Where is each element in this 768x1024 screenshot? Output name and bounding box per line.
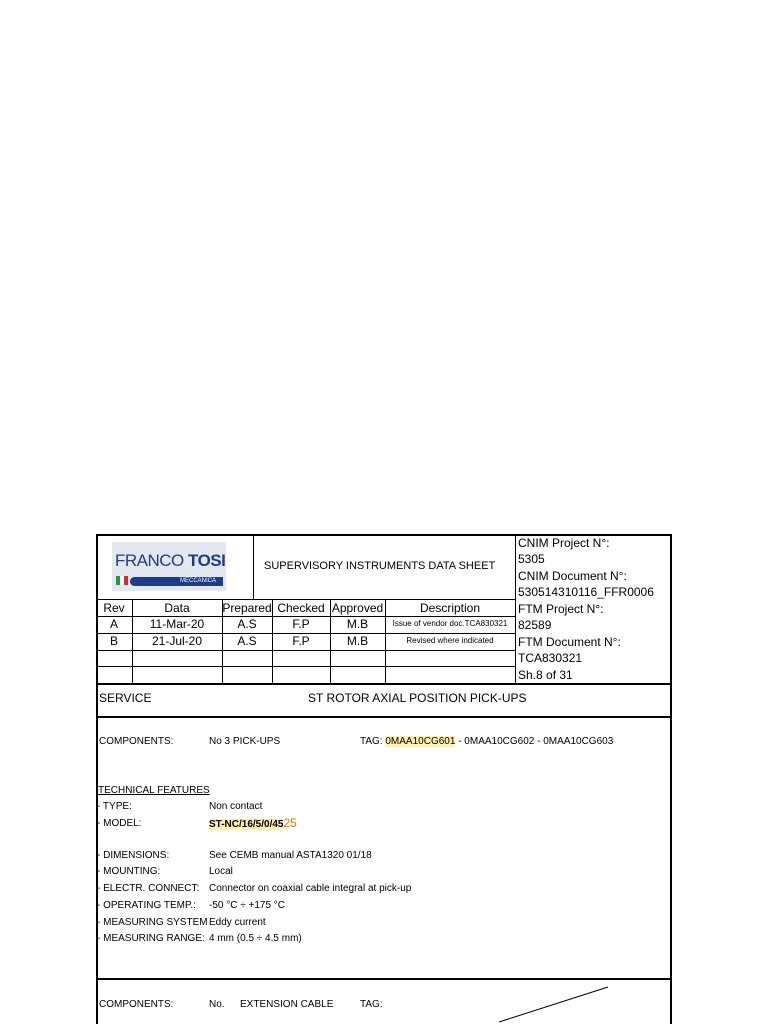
ftm-document-value: TCA830321 — [518, 651, 583, 665]
prepared-header: Prepared — [222, 601, 272, 615]
rev-b: B — [109, 634, 118, 648]
electr-connect-label: - ELECTR. CONNECT: — [97, 883, 200, 894]
measuring-range-label: - MEASURING RANGE: — [97, 933, 205, 944]
components2-name: EXTENSION CABLE — [240, 999, 334, 1010]
model-label: - MODEL: — [97, 818, 142, 829]
rev-b-checked: F.P — [292, 634, 310, 648]
dimensions-label: - DIMENSIONS: — [97, 850, 170, 861]
components2-tag-label: TAG: — [360, 999, 383, 1010]
electr-connect-value: Connector on coaxial cable integral at pick-up — [209, 883, 412, 894]
components-label: COMPONENTS: — [99, 736, 174, 747]
rev-a-checked: F.P — [292, 617, 310, 631]
sheet-number: Sh.8 of 31 — [518, 668, 573, 682]
mounting-value: Local — [209, 866, 233, 877]
cnim-project-label: CNIM Project N°: — [518, 536, 610, 550]
operating-temp-label: - OPERATING TEMP.: — [97, 900, 196, 911]
rev-b-date: 21-Jul-20 — [151, 634, 203, 648]
tag-label: TAG: — [360, 736, 383, 747]
rev-a-description: Issue of vendor doc.TCA830321 — [392, 619, 508, 628]
rev-b-description: Revised where indicated — [406, 636, 494, 645]
rev-header: Rev — [103, 601, 125, 615]
rev-b-prepared: A.S — [237, 634, 257, 648]
ftm-project-label: FTM Project N°: — [518, 602, 604, 616]
rev-a-approved: M.B — [346, 617, 369, 631]
description-header: Description — [419, 601, 481, 615]
dimensions-value: See CEMB manual ASTA1320 01/18 — [209, 850, 372, 861]
logo-subtext: MECCANICA — [180, 578, 217, 584]
rev-a-date: 11-Mar-20 — [149, 617, 205, 631]
date-header: Data — [164, 601, 190, 615]
ftm-document-label: FTM Document N°: — [518, 635, 621, 649]
company-logo — [112, 542, 226, 591]
components2-no: No. — [209, 999, 225, 1010]
model-code: ST-NC/16/5/0/45 — [209, 819, 284, 830]
tag-others: - 0MAA10CG602 - 0MAA10CG603 — [455, 736, 614, 747]
service-value: ST ROTOR AXIAL POSITION PICK-UPS — [308, 691, 527, 705]
components2-label: COMPONENTS: — [99, 999, 174, 1010]
logo-text-bold: TOSI — [188, 551, 226, 570]
components-tags — [360, 737, 613, 747]
model-revision: 25 — [283, 816, 297, 830]
approved-header: Approved — [331, 601, 384, 615]
service-label: SERVICE — [99, 691, 152, 705]
type-value: Non contact — [209, 801, 263, 812]
rev-b-approved: M.B — [346, 634, 369, 648]
technical-features-heading: TECHNICAL FEATURES — [98, 785, 210, 796]
logo-text: FRANCO — [115, 551, 188, 570]
rev-a: A — [109, 617, 118, 631]
checked-header: Checked — [277, 601, 325, 615]
measuring-system-value: Eddy current — [209, 917, 266, 928]
ftm-project-value: 82589 — [518, 618, 552, 632]
document-title: SUPERVISORY INSTRUMENTS DATA SHEET — [264, 560, 496, 572]
rev-a-prepared: A.S — [237, 617, 257, 631]
measuring-system-label: - MEASURING SYSTEM — [97, 918, 208, 928]
data-sheet — [96, 534, 672, 1024]
components-count: No 3 PICK-UPS — [209, 736, 281, 747]
strike-line — [496, 984, 616, 1024]
mounting-label: - MOUNTING: — [97, 866, 161, 877]
operating-temp-value: -50 °C ÷ +175 °C — [209, 900, 286, 911]
measuring-range-value: 4 mm (0.5 ÷ 4.5 mm) — [209, 933, 302, 944]
cnim-document-label: CNIM Document N°: — [518, 569, 627, 583]
tag-highlighted: 0MAA10CG601 — [385, 736, 456, 747]
model-value — [209, 817, 297, 830]
cnim-project-value: 5305 — [518, 552, 545, 566]
cnim-document-value: 530514310116_FFR0006 — [518, 585, 654, 599]
type-label: - TYPE: — [97, 801, 132, 812]
